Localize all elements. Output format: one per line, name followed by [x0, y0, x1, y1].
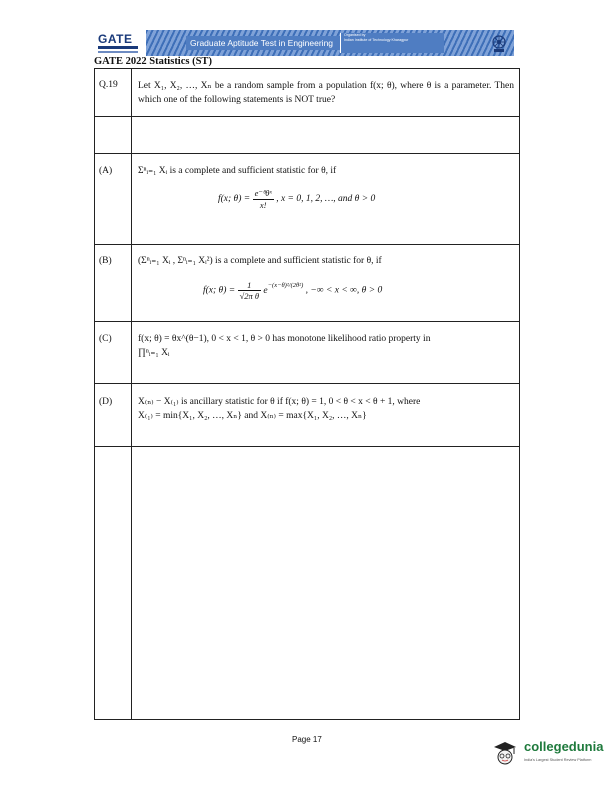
row-divider — [94, 321, 520, 322]
row-divider — [94, 153, 520, 154]
option-a-eq-denominator: x! — [259, 200, 267, 210]
graduate-mascot-icon — [490, 738, 520, 768]
option-c-line2: ∏ⁿᵢ₌₁ Xᵢ — [138, 348, 170, 358]
gate-logo-bar — [98, 46, 138, 49]
row-divider — [94, 116, 520, 117]
gate-logo-text: GATE — [98, 32, 133, 46]
option-b-fraction — [238, 280, 261, 301]
option-d-line2: X₍₁₎ = min{X₁, X₂, …, Xₙ} and X₍ₙ₎ = max{X₁, X₂, …, Xₙ} — [138, 411, 367, 421]
option-b-eq-numerator: 1 — [238, 280, 261, 291]
organizer-line2: Indian Institute of Technology Kharagpur — [344, 38, 409, 42]
option-c-text — [138, 332, 514, 360]
option-d-text — [138, 395, 514, 423]
banner-title: Graduate Aptitude Test in Engineering — [186, 36, 340, 50]
question-number: Q.19 — [99, 80, 118, 90]
banner-organizer — [340, 33, 444, 53]
iit-emblem-icon — [489, 33, 509, 53]
question-text: Let X₁, X₂, …, Xₙ be a random sample from a population f(x; θ), where θ is a parameter. Then which one of the following statements is NOT true? — [138, 81, 514, 105]
option-b-equation: f(x; θ) = $\frac{1}{\text{√2π θ}}$ $e^{-(x-\theta)^2/(2\theta^2)}$ , −∞ < x < ∞, θ > 0 — [203, 280, 383, 301]
option-c-label: (C) — [99, 334, 112, 344]
option-a-label: (A) — [99, 166, 113, 176]
brand-name: collegedunia — [524, 739, 604, 754]
option-b-eq-lhs: f(x; θ) = — [203, 285, 236, 296]
option-b-eq-exponent: −(x−θ)²/(2θ²) — [267, 281, 304, 289]
collegedunia-logo — [490, 738, 606, 768]
option-d-label: (D) — [99, 397, 113, 407]
option-a-eq-numerator: e⁻ᶿθˣ — [254, 188, 272, 198]
option-b-label: (B) — [99, 256, 112, 266]
option-a-equation — [218, 188, 375, 210]
brand-tagline: India's Largest Student Review Platform — [524, 758, 592, 762]
option-b-text: (Σⁿᵢ₌₁ Xᵢ , Σⁿᵢ₌₁ Xᵢ²) is a complete and sufficient statistic for θ, if — [138, 256, 382, 266]
option-a-eq-rhs: , x = 0, 1, 2, …, and θ > 0 — [276, 194, 376, 205]
option-c-line1: f(x; θ) = θx^(θ−1), 0 < x < 1, θ > 0 has monotone likelihood ratio property in — [138, 334, 431, 344]
organizer-line1: Organised by — [344, 33, 366, 37]
gate-logo — [94, 30, 144, 56]
document-title: GATE 2022 Statistics (ST) — [94, 56, 212, 67]
row-divider — [94, 244, 520, 245]
gate-logo-bar-secondary — [98, 51, 138, 53]
option-a-text: Σⁿᵢ₌₁ Xᵢ is a complete and sufficient statistic for θ, if — [138, 166, 337, 176]
option-b-eq-denominator: √2π θ — [239, 291, 260, 301]
option-a-eq-lhs: f(x; θ) = — [218, 194, 251, 205]
option-d-line1: X₍ₙ₎ − X₍₁₎ is ancillary statistic for θ if f(x; θ) = 1, 0 < θ < x < θ + 1, where — [138, 397, 421, 407]
table-column-divider — [131, 68, 132, 719]
option-a-fraction — [253, 188, 274, 210]
row-divider — [94, 383, 520, 384]
option-b-eq-rhs: , −∞ < x < ∞, θ > 0 — [305, 285, 383, 296]
page-number: Page 17 — [292, 735, 322, 744]
row-divider — [94, 446, 520, 447]
